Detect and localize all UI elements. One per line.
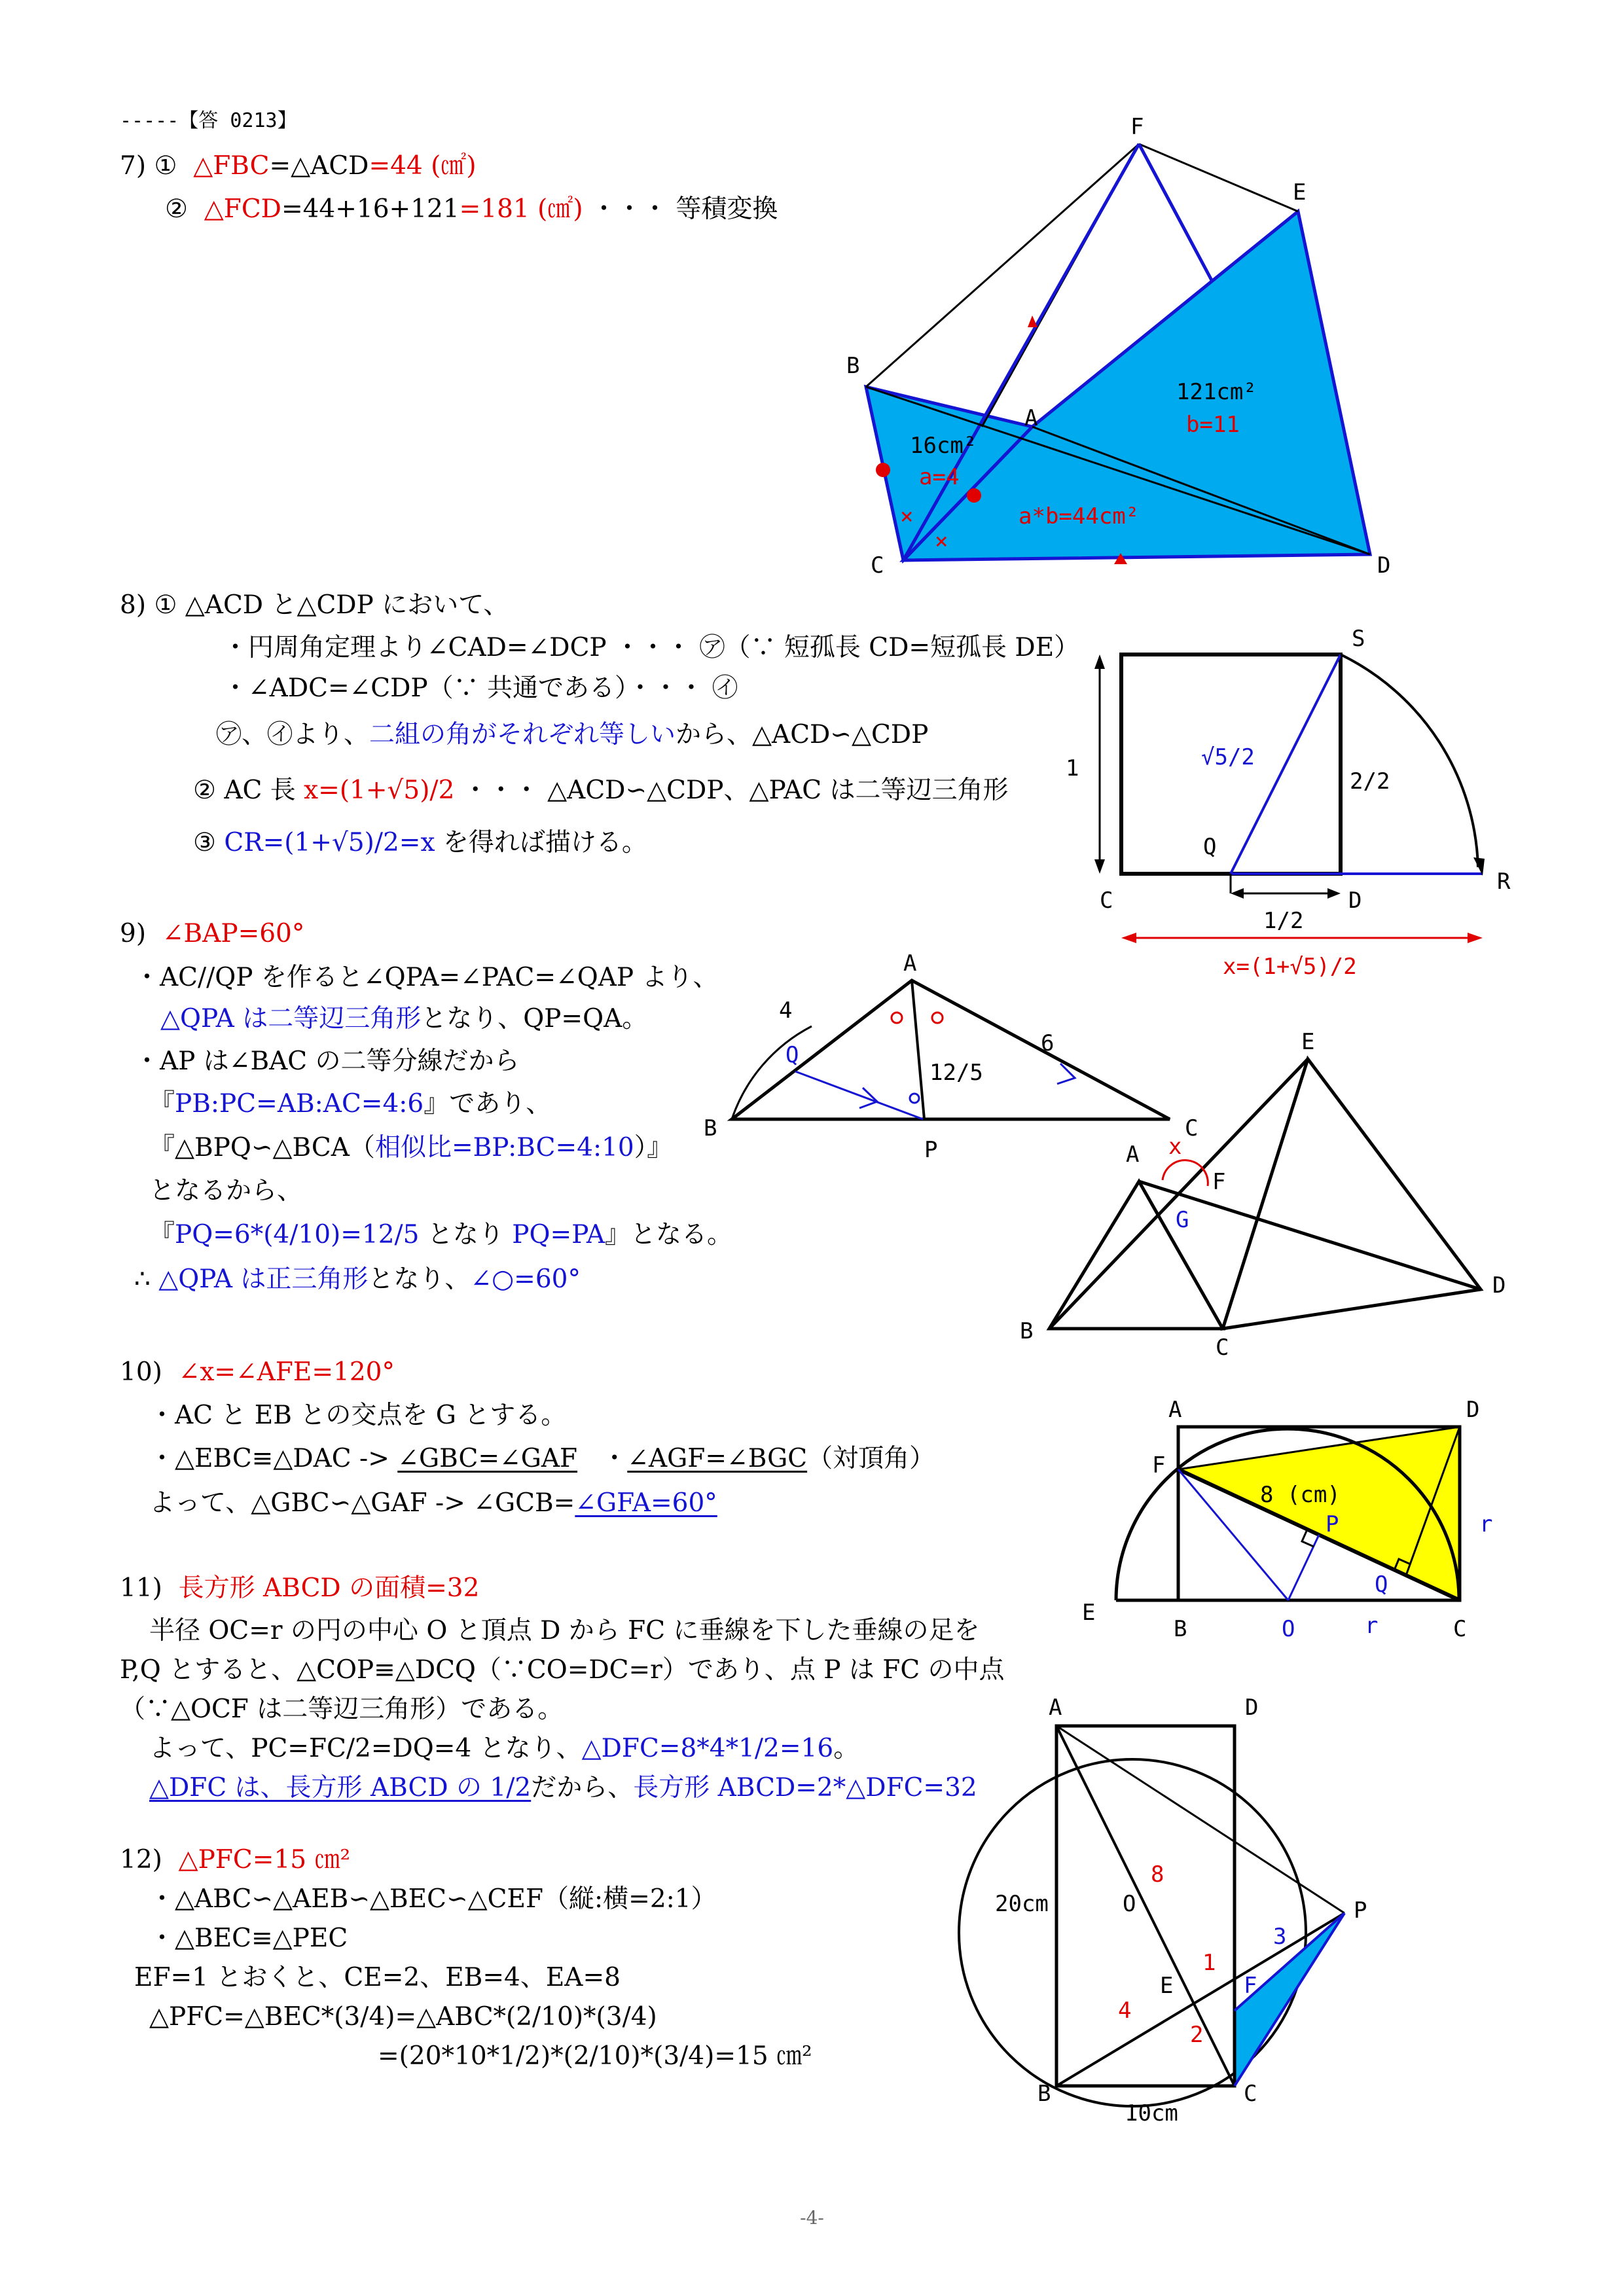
q12-line5: =(20*10*1/2)*(2/10)*(3/4)=15 ㎝² [378,2041,812,2071]
q10-label-A: A [1126,1141,1140,1168]
q9-label-12-5: 12/5 [929,1060,983,1086]
q12-label-8: 8 [1151,1861,1164,1888]
q8-label-half: 1/2 [1263,908,1304,934]
q11-label-B: B [1174,1616,1187,1642]
q9-line6: となるから、 [149,1176,303,1206]
q7-label-F: F [1130,114,1144,140]
q7-label-E: E [1293,179,1307,206]
q7-area-121: 121cm² [1176,379,1257,405]
q9-line8: ∴ △QPA は正三角形となり、∠○=60° [134,1265,581,1294]
q8-line4: ㋐、㋑より、二組の角がそれぞれ等しいから、△ACD∽△CDP [216,720,929,749]
q8-label-1: 1 [1066,755,1079,781]
q9-label-Q: Q [785,1042,799,1068]
q8-line3: ・∠ADC=∠CDP（∵ 共通である）・・・ ㋑ [223,673,738,703]
q12-label-E: E [1160,1973,1174,1999]
q7-label-A: A [1024,405,1038,431]
q12-line2: ・△BEC≡△PEC [149,1924,348,1953]
q7-ab-value: a*b=44cm² [1019,503,1140,529]
page-number: -4- [800,2207,824,2229]
q7-a-value: a=4 [919,464,960,490]
q7-b-value: b=11 [1186,412,1240,438]
q11-label-F: F [1152,1452,1166,1479]
q11-label-Q: Q [1375,1571,1388,1598]
q11-line3: （∵△OCF は二等辺三角形）である。 [120,1695,564,1724]
q7-line1: 7) ① △FBC=△ACD=44 (㎠) [120,151,477,181]
q11-label-r2: r [1365,1613,1379,1639]
q9-label-C: C [1185,1115,1199,1141]
q8-line1: 8) ① △ACD と△CDP において、 [120,590,509,620]
q12-label-3: 3 [1273,1924,1287,1950]
q9-line4: 『PB:PC=AB:AC=4:6』であり、 [149,1089,552,1119]
q12-label-P: P [1354,1897,1367,1924]
q9-line5: 『△BPQ∽△BCA（相似比=BP:BC=4:10）』 [149,1133,673,1162]
q9-line1: ・AC//QP を作ると∠QPA=∠PAC=∠QAP より、 [134,963,719,992]
q11-line2: P,Q とすると、△COP≡△DCQ（∵CO=DC=r）であり、点 P は FC の中点 [120,1655,1005,1685]
q8-label-sqrt5: √5/2 [1201,744,1255,770]
q11-label-P: P [1326,1511,1339,1537]
q12-line0: 12) △PFC=15 ㎝² [120,1845,351,1874]
q9-line0: 9) ∠BAP=60° [120,919,305,948]
q7-cross2: × [935,528,948,554]
q10-label-D: D [1492,1272,1506,1299]
q7-line2: ② △FCD=44+16+121=181 (㎠) ・・・ 等積変換 [165,194,778,224]
q11-line1: 半径 OC=r の円の中心 O と頂点 D から FC に垂線を下した垂線の足を [149,1616,980,1645]
q10-line1: ・AC と EB との交点を G とする。 [149,1401,567,1430]
q10-line3: よって、△GBC∽△GAF -> ∠GCB=∠GFA=60° [149,1488,717,1518]
q7-area-16: 16cm² [910,433,977,459]
q11-label-D: D [1466,1397,1480,1423]
q8-label-2-2: 2/2 [1350,768,1390,795]
q11-line0: 11) 長方形 ABCD の面積=32 [120,1573,480,1603]
q9-label-6: 6 [1041,1030,1055,1056]
q8-line5: ② AC 長 x=(1+√5)/2 ・・・ △ACD∽△CDP、△PAC は二等辺三角形 [193,776,1009,805]
q12-label-4: 4 [1118,1998,1132,2024]
q8-label-R: R [1497,869,1511,895]
answer-header: -----【答 0213】 [120,109,297,132]
q9-line2: △QPA は二等辺三角形となり、QP=QA。 [160,1004,648,1033]
q7-label-B: B [846,353,860,379]
q12-line4: △PFC=△BEC*(3/4)=△ABC*(2/10)*(3/4) [149,2002,657,2032]
q10-label-F: F [1212,1169,1226,1195]
q7-label-C: C [871,552,884,579]
q9-line3: ・AP は∠BAC の二等分線だから [134,1047,520,1076]
q8-line2: ・円周角定理より∠CAD=∠DCP ・・・ ㋐（∵ 短孤長 CD=短孤長 DE） [223,633,1080,662]
q12-line3: EF=1 とおくと、CE=2、EB=4、EA=8 [134,1963,621,1992]
q12-label-O: O [1123,1891,1136,1917]
q9-label-4: 4 [779,997,793,1024]
q10-label-x: x [1168,1134,1182,1160]
q12-label-2: 2 [1190,2022,1204,2048]
q12-label-C: C [1244,2081,1257,2107]
q12-label-F: F [1244,1973,1257,1999]
q8-label-D: D [1348,888,1362,914]
q8-label-C: C [1100,888,1113,914]
q11-label-A: A [1168,1397,1182,1423]
q11-label-E: E [1082,1600,1096,1626]
q11-label-r1: r [1479,1511,1493,1537]
q9-label-A: A [903,950,917,977]
q10-label-C: C [1216,1335,1229,1361]
q12-label-10cm: 10cm [1125,2100,1178,2126]
q8-label-x: x=(1+√5)/2 [1223,954,1357,980]
q12-label-20cm: 20cm [995,1891,1049,1917]
q12-label-1: 1 [1202,1950,1216,1976]
q11-label-8cm: 8 (cm) [1260,1482,1341,1508]
q10-label-G: G [1176,1207,1189,1233]
q7-cross1: × [900,503,914,529]
q7-label-D: D [1377,552,1391,579]
q11-line5: △DFC は、長方形 ABCD の 1/2だから、長方形 ABCD=2*△DFC=32 [149,1773,977,1803]
q8-line6: ③ CR=(1+√5)/2=x を得れば描ける。 [193,828,647,857]
q12-line1: ・△ABC∽△AEB∽△BEC∽△CEF（縦:横=2:1） [149,1884,717,1914]
q9-label-B: B [704,1115,717,1141]
q11-line4: よって、PC=FC/2=DQ=4 となり、△DFC=8*4*1/2=16。 [149,1734,859,1763]
q8-label-Q: Q [1203,834,1217,860]
q10-label-E: E [1301,1029,1315,1055]
q11-label-O: O [1282,1616,1295,1642]
q9-label-P: P [924,1137,938,1163]
q8-label-S: S [1352,626,1365,652]
q12-label-A: A [1049,1695,1062,1721]
q11-label-C: C [1453,1616,1467,1642]
q12-label-B: B [1038,2081,1051,2107]
q9-line7: 『PQ=6*(4/10)=12/5 となり PQ=PA』となる。 [149,1220,733,1249]
q12-label-D: D [1245,1695,1259,1721]
q10-label-B: B [1020,1318,1034,1344]
q10-line2: ・△EBC≡△DAC -> ∠GBC=∠GAF ・∠AGF=∠BGC（対頂角） [149,1444,935,1473]
q10-line0: 10) ∠x=∠AFE=120° [120,1357,395,1387]
